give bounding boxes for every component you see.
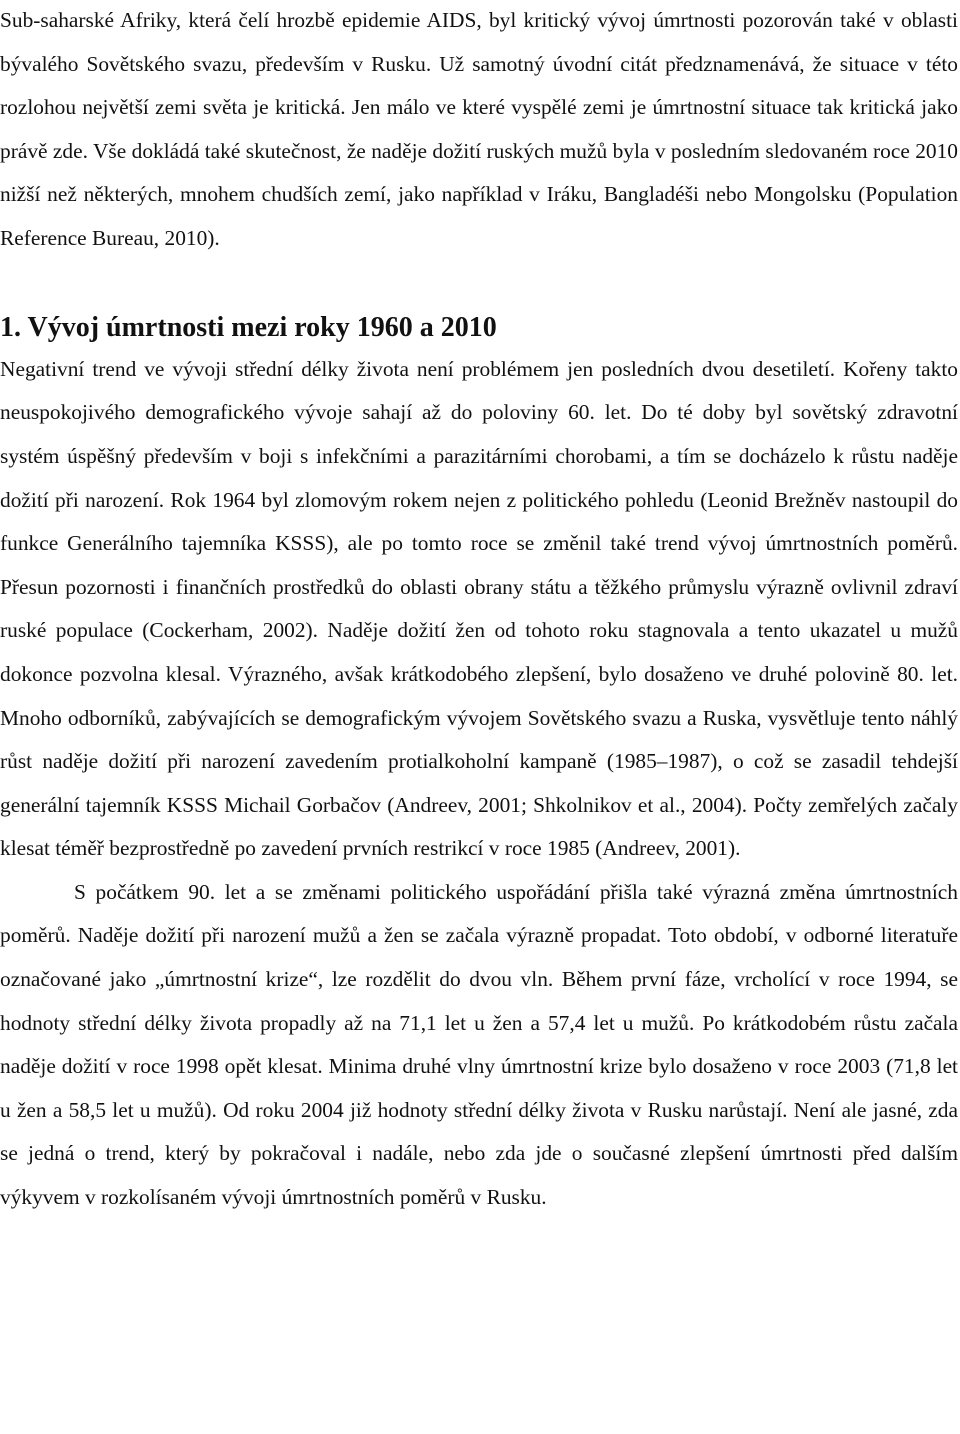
intro-paragraph: Sub-saharské Afriky, která čelí hrozbě epidemie AIDS, byl kritický vývoj úmrtnosti pozorován také v oblasti bývalého Sovětského svazu, především v Rusku. Už samotný úvodní citát předznamenává, že situace v této rozlohou největší zemi světa je kritická. Jen málo ve které vyspělé zemi je úmrtnostní situace tak kritická jako právě zde. Vše dokládá také skutečnost, že naděje dožití ruských mužů byla v posledním sledovaném roce 2010 nižší než některých, mnohem chudších zemí, jako například v Iráku, Bangladéši nebo Mongolsku (Population Reference Bureau, 2010). — [0, 8, 958, 250]
body-paragraph-1: Negativní trend ve vývoji střední délky života není problémem jen posledních dvou desetiletí. Kořeny takto neuspokojivého demografického vývoje sahají až do poloviny 60. let. Do té doby byl sovětský zdravotní systém úspěšný především v boji s infekčními a parazitárními chorobami, a tím se docházelo k růstu naděje dožití při narození. Rok 1964 byl zlomovým rokem nejen z politického pohledu (Leonid Brežněv nastoupil do funkce Generálního tajemníka KSSS), ale po tomto roce se změnil také trend vývoj úmrtnostních poměrů. Přesun pozornosti i finančních prostředků do oblasti obrany státu a těžkého průmyslu výrazně ovlivnil zdraví ruské populace (Cockerham, 2002). Naděje dožití žen od tohoto roku stagnovala a tento ukazatel u mužů dokonce pozvolna klesal. Výrazného, avšak krátkodobého zlepšení, bylo dosaženo ve druhé polovině 80. let. Mnoho odborníků, zabývajících se demografickým vývojem Sovětského svazu a Ruska, vysvětluje tento náhlý růst naděje dožití při narození zavedením protialkoholní kampaně (1985–1987), o což se zasadil tehdejší generální tajemník KSSS Michail Gorbačov (Andreev, 2001; Shkolnikov et al., 2004). Počty zemřelých začaly klesat téměř bezprostředně po zavedení prvních restrikcí v roce 1985 (Andreev, 2001). — [0, 356, 958, 861]
blank-line — [0, 261, 958, 305]
section-heading: 1. Vývoj úmrtnosti mezi roky 1960 a 2010 — [0, 312, 497, 344]
body-paragraph-2: S počátkem 90. let a se změnami politického uspořádání přišla také výrazná změna úmrtnostních poměrů. Naděje dožití při narození mužů a žen se začala výrazně propadat. Toto období, v odborné literatuře označované jako „úmrtnostní krize“, lze rozdělit do dvou vln. Během první fáze, vrcholící v roce 1994, se hodnoty střední délky života propadly až na 71,1 let u žen a 57,4 let u mužů. Po krátkodobém růstu začala naděje dožití v roce 1998 opět klesat. Minima druhé vlny úmrtnostní krize bylo dosaženo v roce 2003 (71,8 let u žen a 58,5 let u mužů). Od roku 2004 již hodnoty střední délky života v Rusku narůstají. Není ale jasné, zda se jedná o trend, který by pokračoval i nadále, nebo zda jde o současné zlepšení úmrtnosti před dalším výkyvem v rozkolísaném vývoji úmrtnostních poměrů v Rusku. — [0, 879, 958, 1210]
